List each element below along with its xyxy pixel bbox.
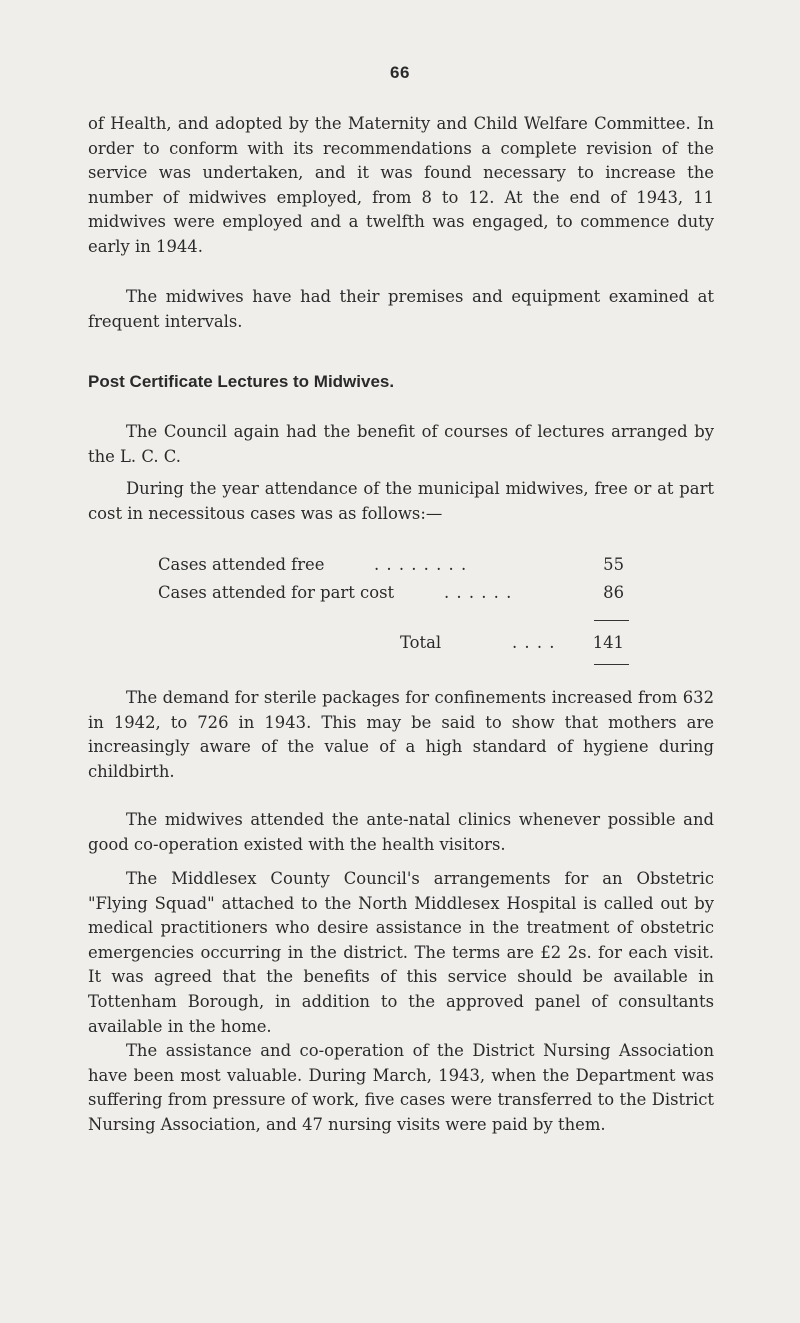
leader-dots: . . . . . . . . <box>374 555 468 574</box>
paragraph-sterile-packages: The demand for sterile packages for confinements increased from 632 in 1942, to 726 in 1943. This may be said to show that mothers are increasingly aware of the value of a high standard of hygiene during childbirth. <box>88 688 714 781</box>
paragraph-flying-squad: The Middlesex County Council's arrangements for an Obstetric "Flying Squad" attached to the North Middlesex Hospital is called out by medical practitioners who desire assistance in the treatment of obstetric emergencies occurring in the district. The terms are £2 2s. for each visit. It was agreed that the benefits of this service should be available in Tottenham Borough, in addition to the approved panel of consultants available in the home. <box>88 869 714 1036</box>
section-heading: Post Certificate Lectures to Midwives. <box>88 372 395 391</box>
total-value: 141 <box>592 633 624 652</box>
table-row <box>0 555 800 577</box>
row-value-cases-part-cost: 86 <box>603 583 624 602</box>
row-label-cases-free: Cases attended free <box>158 555 325 574</box>
table-total-row <box>0 633 800 655</box>
paragraph-maternity-committee: of Health, and adopted by the Maternity and Child Welfare Committee. In order to conform with its recommendations a complete revision of the service was undertaken, and it was found necessary to increase the number of midwives employed, from 8 to 12. At the end of 1943, 11 midwives were employed and a twelfth was engaged, to commence duty early in 1944. <box>88 114 714 256</box>
total-label: Total <box>400 633 442 652</box>
paragraph-district-nursing: The assistance and co-operation of the District Nursing Association have been most valuable. During March, 1943, when the Department was suffering from pressure of work, five cases were transferred to the District Nursing Association, and 47 nursing visits were paid by them. <box>88 1041 714 1134</box>
table-row <box>0 583 800 605</box>
paragraph-premises-examined: The midwives have had their premises and equipment examined at frequent intervals. <box>88 287 714 331</box>
row-label-cases-part-cost: Cases attended for part cost <box>158 583 395 602</box>
total-rule-bottom <box>594 664 629 665</box>
paragraph-ante-natal-clinics: The midwives attended the ante-natal clinics whenever possible and good co-operation existed with the health visitors. <box>88 810 714 854</box>
row-value-cases-free: 55 <box>603 555 624 574</box>
leader-dots: . . . . . . <box>444 583 513 602</box>
leader-dots: . . . . <box>512 633 556 652</box>
page-number: 66 <box>390 63 410 82</box>
paragraph-council-lectures: The Council again had the benefit of courses of lectures arranged by the L. C. C. <box>88 422 714 466</box>
total-rule-top <box>594 620 629 621</box>
paragraph-attendance-intro: During the year attendance of the municipal midwives, free or at part cost in necessitous cases was as follows:— <box>88 479 714 523</box>
